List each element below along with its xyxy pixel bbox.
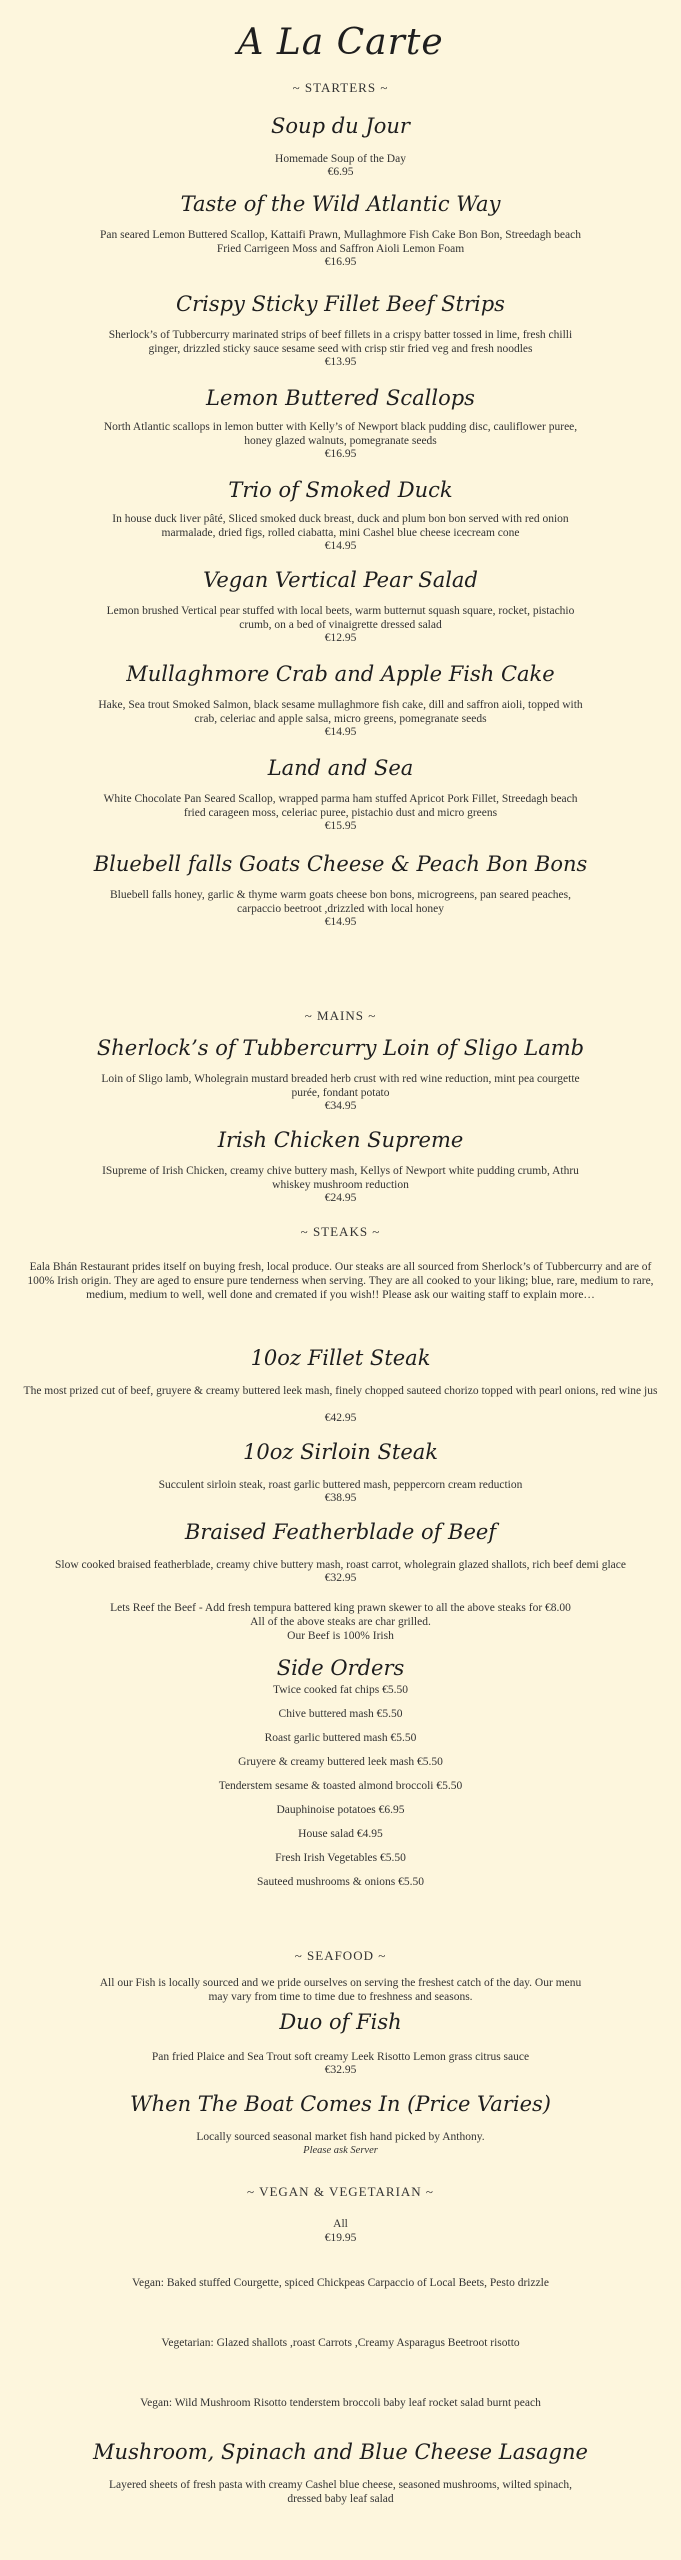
side-item: Gruyere & creamy buttered leek mash €5.50: [238, 1756, 443, 1768]
dish-price: €24.95: [324, 1192, 357, 1204]
dish-price: €16.95: [324, 256, 357, 268]
dish-name: Taste of the Wild Atlantic Way: [180, 192, 501, 216]
dish-description: Pan seared Lemon Buttered Scallop, Kattaifi Prawn, Mullaghmore Fish Cake Bon Bon, Streedagh beach Fried Carrigeen Moss and Saffron Aioli Lemon Foam: [100, 229, 581, 255]
side-item: Tenderstem sesame & toasted almond broccoli €5.50: [218, 1780, 463, 1792]
dish-name: Mushroom, Spinach and Blue Cheese Lasagne: [93, 2440, 588, 2464]
side-item: House salad €4.95: [298, 1828, 383, 1840]
dish-description: Homemade Soup of the Day: [275, 153, 406, 165]
dish-description: Loin of Sligo lamb, Wholegrain mustard breaded herb crust with red wine reduction, mint pea courgette purée, fondant potato: [101, 1073, 580, 1099]
seafood-header: ~ SEAFOOD ~: [294, 1948, 387, 1963]
dish-description: Locally sourced seasonal market fish hand picked by Anthony.: [196, 2131, 485, 2143]
side-item: Sauteed mushrooms & onions €5.50: [256, 1876, 425, 1888]
sides-header: Side Orders: [276, 1656, 405, 1680]
dish-price: €12.95: [324, 632, 357, 644]
dish-description: Succulent sirloin steak, roast garlic buttered mash, peppercorn cream reduction: [158, 1479, 523, 1491]
seafood-intro: All our Fish is locally sourced and we pride ourselves on serving the freshest catch of the day. Our menu may vary from time to time due to freshness and seasons.: [99, 1977, 582, 2003]
dish-name: Lemon Buttered Scallops: [206, 386, 475, 410]
dish-price: €42.95: [324, 1412, 357, 1424]
seafood-note: Please ask Server: [303, 2145, 378, 2156]
steaks-intro: Eala Bhán Restaurant prides itself on buying fresh, local produce. Our steaks are all sourced from Sherlock’s of Tubbercurry and are of 100% Irish origin. They are aged to ensure pure tenderness when serving. They are all cooked to your liking; blue, rare, medium to rare, medium, medium to well, well done and cremated if you wish!! Please ask our waiting staff to explain more…: [27, 1261, 654, 1301]
side-item: Roast garlic buttered mash €5.50: [264, 1732, 417, 1744]
dish-name: Bluebell falls Goats Cheese & Peach Bon Bons: [93, 852, 588, 876]
vegan-item: Vegan: Wild Mushroom Risotto tenderstem broccoli baby leaf rocket salad burnt peach: [140, 2397, 541, 2409]
dish-description: Sherlock’s of Tubbercurry marinated strips of beef fillets in a crispy batter tossed in lime, fresh chilli ginger, drizzled sticky sauce sesame seed with crisp stir fried veg and fresh noodles: [108, 329, 573, 355]
dish-name: 10oz Fillet Steak: [250, 1346, 431, 1370]
dish-name: Mullaghmore Crab and Apple Fish Cake: [126, 662, 555, 686]
side-item: Twice cooked fat chips €5.50: [273, 1684, 408, 1696]
dish-description: Bluebell falls honey, garlic & thyme warm goats cheese bon bons, microgreens, pan seared peaches, carpaccio beetroot ,drizzled with local honey: [109, 889, 572, 915]
dish-description: In house duck liver pâté, Sliced smoked duck breast, duck and plum bon bon served with red onion marmalade, dried figs, rolled ciabatta, mini Cashel blue cheese icecream cone: [112, 513, 569, 539]
vegan-header: ~ VEGAN & VEGETARIAN ~: [247, 2184, 434, 2199]
dish-price: €14.95: [324, 916, 357, 928]
vegan-item: Vegan: Baked stuffed Courgette, spiced Chickpeas Carpaccio of Local Beets, Pesto drizzle: [132, 2277, 549, 2289]
steaks-header: ~ STEAKS ~: [300, 1224, 381, 1239]
vegan-item: Vegetarian: Glazed shallots ,roast Carrots ,Creamy Asparagus Beetroot risotto: [161, 2337, 520, 2349]
dish-name: Land and Sea: [267, 756, 414, 780]
dish-price: €6.95: [327, 166, 354, 178]
side-item: Chive buttered mash €5.50: [278, 1708, 403, 1720]
dish-description: Layered sheets of fresh pasta with creamy Cashel blue cheese, seasoned mushrooms, wilted spinach, dressed baby leaf salad: [108, 2479, 573, 2505]
dish-name: Soup du Jour: [271, 114, 410, 138]
vegan-all-price: €19.95: [324, 2232, 357, 2244]
dish-price: €15.95: [324, 820, 357, 832]
dish-description: Hake, Sea trout Smoked Salmon, black sesame mullaghmore fish cake, dill and saffron aioli, topped with crab, celeriac and apple salsa, micro greens, pomegranate seeds: [98, 699, 583, 725]
dish-description: The most prized cut of beef, gruyere & creamy buttered leek mash, finely chopped sauteed chorizo topped with pearl onions, red wine jus: [23, 1385, 658, 1397]
menu-title: A La Carte: [237, 22, 444, 63]
dish-description: Pan fried Plaice and Sea Trout soft creamy Leek Risotto Lemon grass citrus sauce: [151, 2051, 530, 2063]
dish-price: €16.95: [324, 448, 357, 460]
starters-header: ~ STARTERS ~: [292, 80, 389, 95]
steaks-note: All of the above steaks are char grilled.: [250, 1616, 431, 1628]
dish-price: €32.95: [324, 1572, 357, 1584]
dish-description: ISupreme of Irish Chicken, creamy chive buttery mash, Kellys of Newport white pudding crumb, Athru whiskey mushroom reduction: [102, 1165, 579, 1191]
dish-name: When The Boat Comes In (Price Varies): [130, 2092, 551, 2116]
dish-description: Slow cooked braised featherblade, creamy chive buttery mash, roast carrot, wholegrain glazed shallots, rich beef demi glace: [55, 1559, 626, 1571]
side-item: Dauphinoise potatoes €6.95: [276, 1804, 405, 1816]
steaks-note: Our Beef is 100% Irish: [287, 1630, 394, 1642]
dish-name: Duo of Fish: [279, 2010, 402, 2034]
dish-name: Irish Chicken Supreme: [217, 1128, 464, 1152]
dish-name: Vegan Vertical Pear Salad: [203, 568, 478, 592]
dish-price: €34.95: [324, 1100, 357, 1112]
dish-price: €38.95: [324, 1492, 357, 1504]
dish-name: Trio of Smoked Duck: [228, 478, 453, 502]
dish-description: Lemon brushed Vertical pear stuffed with local beets, warm butternut squash square, rocket, pistachio crumb, on a bed of vinaigrette dressed salad: [106, 605, 575, 631]
dish-description: North Atlantic scallops in lemon butter with Kelly’s of Newport black pudding disc, cauliflower puree, honey glazed walnuts, pomegranate seeds: [103, 421, 578, 447]
mains-header: ~ MAINS ~: [304, 1008, 377, 1023]
dish-price: €32.95: [324, 2064, 357, 2076]
dish-name: 10oz Sirloin Steak: [242, 1440, 439, 1464]
dish-description: White Chocolate Pan Seared Scallop, wrapped parma ham stuffed Apricot Pork Fillet, Streedagh beach fried carageen moss, celeriac puree, pistachio dust and micro greens: [103, 793, 578, 819]
vegan-all-label: All: [333, 2218, 348, 2230]
side-item: Fresh Irish Vegetables €5.50: [275, 1852, 406, 1864]
dish-price: €14.95: [324, 726, 357, 738]
steaks-note: Lets Reef the Beef - Add fresh tempura battered king prawn skewer to all the above steaks for €8.00: [110, 1602, 571, 1614]
dish-name: Crispy Sticky Fillet Beef Strips: [176, 292, 505, 316]
dish-name: Sherlock’s of Tubbercurry Loin of Sligo Lamb: [96, 1036, 585, 1060]
dish-price: €13.95: [324, 356, 357, 368]
dish-price: €14.95: [324, 540, 357, 552]
dish-name: Braised Featherblade of Beef: [184, 1520, 497, 1544]
